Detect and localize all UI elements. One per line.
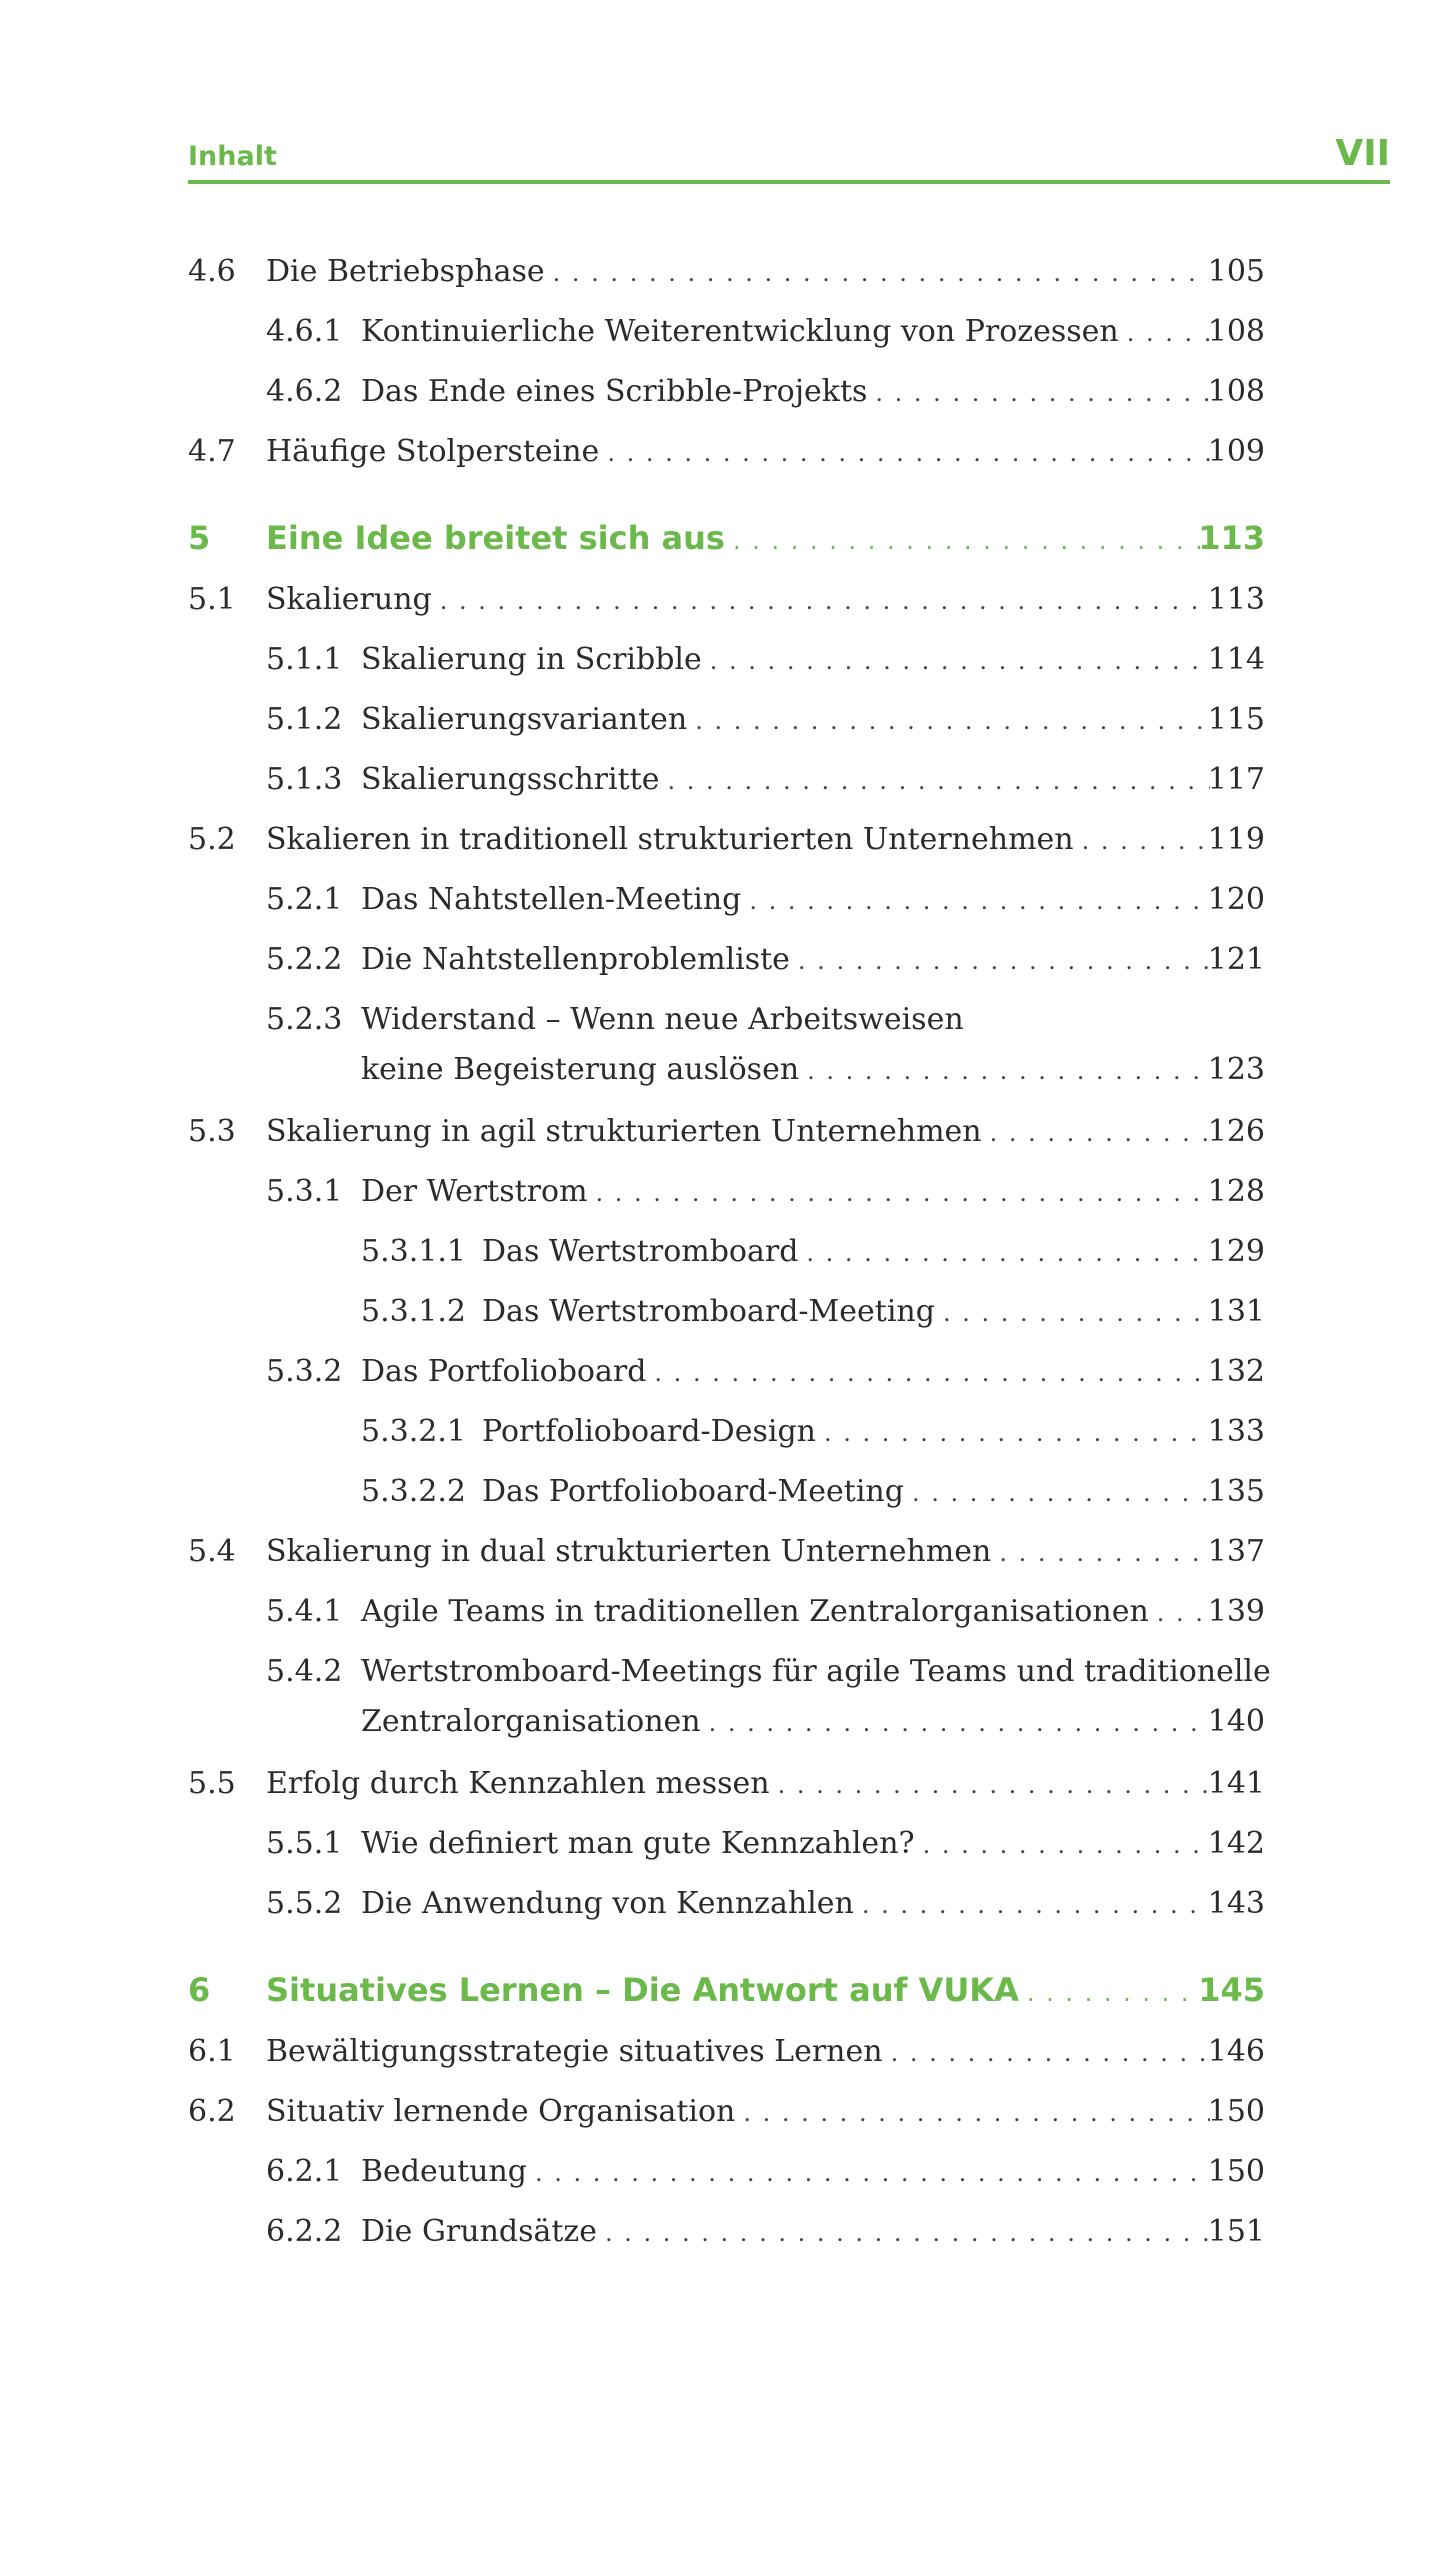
toc-entry-title: Situativ lernende Organisation xyxy=(266,2094,736,2129)
toc-entry-title: Bedeutung xyxy=(361,2154,527,2189)
toc-entry-page-number: 150 xyxy=(1207,2154,1265,2189)
toc-entry[interactable] xyxy=(0,640,1445,680)
toc-entry[interactable] xyxy=(0,1824,1445,1864)
toc-entry[interactable] xyxy=(0,580,1445,620)
toc-entry-title: Die Anwendung von Kennzahlen xyxy=(361,1886,854,1921)
toc-entry-page-number: 140 xyxy=(1207,1704,1265,1739)
toc-entry-page-number: 113 xyxy=(1198,519,1265,557)
toc-entry-page-number: 126 xyxy=(1207,1114,1265,1149)
toc-entry-page-number: 150 xyxy=(1207,2094,1265,2129)
toc-entry-number: 5.3.1.2 xyxy=(361,1294,466,1329)
toc-entry[interactable] xyxy=(0,1112,1445,1152)
toc-entry-number: 6.2.1 xyxy=(266,2154,343,2189)
toc-entry[interactable] xyxy=(0,1532,1445,1572)
toc-entry-title-wrap xyxy=(266,1112,1210,1153)
dot-leader xyxy=(596,1173,1210,1213)
toc-entry-title-line1: Widerstand – Wenn neue Arbeitsweisen xyxy=(361,1002,964,1037)
dot-leader xyxy=(440,581,1210,621)
toc-entry-page-number: 133 xyxy=(1207,1414,1265,1449)
toc-entry-number: 6.2 xyxy=(188,2094,236,2129)
toc-entry-title-wrap xyxy=(266,2092,1210,2133)
dot-leader xyxy=(990,1113,1210,1153)
toc-entry-title-wrap xyxy=(266,820,1210,861)
toc-entry-title: Die Betriebsphase xyxy=(266,254,545,289)
toc-entry-title: Skalierungsschritte xyxy=(361,762,660,797)
toc-entry-title-wrap xyxy=(361,372,1210,413)
dot-leader xyxy=(798,941,1210,981)
toc-entry-number: 6 xyxy=(188,1971,211,2009)
toc-entry-number: 5.3 xyxy=(188,1114,236,1149)
toc-entry-title: Das Nahtstellen-Meeting xyxy=(361,882,742,917)
toc-entry-page-number: 143 xyxy=(1207,1886,1265,1921)
dot-leader xyxy=(749,881,1210,921)
toc-entry-title-line1: Wertstromboard-Meetings für agile Teams und traditionelle xyxy=(361,1654,1271,1689)
toc-entry[interactable] xyxy=(0,1172,1445,1212)
toc-entry-title-wrap xyxy=(482,1412,1210,1453)
toc-entry-number: 5.1.1 xyxy=(266,642,343,677)
toc-entry-title-wrap xyxy=(361,880,1210,921)
toc-entry-page-number: 132 xyxy=(1207,1354,1265,1389)
toc-entry-title-wrap xyxy=(361,1824,1210,1865)
dot-leader xyxy=(875,373,1210,413)
toc-entry-title: Erfolg durch Kennzahlen messen xyxy=(266,1766,770,1801)
toc-entry-number: 4.6.1 xyxy=(266,314,343,349)
toc-entry-page-number: 137 xyxy=(1207,1534,1265,1569)
dot-leader xyxy=(654,1353,1210,1393)
toc-entry-page-number: 108 xyxy=(1207,314,1265,349)
toc-entry-title: keine Begeisterung auslösen xyxy=(361,1052,800,1087)
toc-entry[interactable] xyxy=(0,252,1445,292)
toc-entry-title-wrap xyxy=(361,1172,1210,1213)
toc-entry-title: Eine Idee breitet sich aus xyxy=(266,519,725,557)
toc-entry-title: Bewältigungsstrategie situatives Lernen xyxy=(266,2034,883,2069)
toc-entry-title: Das Portfolioboard-Meeting xyxy=(482,1474,904,1509)
toc-entry-page-number: 108 xyxy=(1207,374,1265,409)
toc-entry-number: 5.5.2 xyxy=(266,1886,343,1921)
toc-entry[interactable] xyxy=(0,1592,1445,1632)
toc-entry-page-number: 151 xyxy=(1207,2214,1265,2249)
toc-entry[interactable] xyxy=(0,820,1445,860)
dot-leader xyxy=(667,761,1210,801)
toc-entry-title-wrap xyxy=(361,1702,1210,1743)
dot-leader xyxy=(806,1233,1210,1273)
toc-entry-title: Skalierung in agil strukturierten Unternehmen xyxy=(266,1114,982,1149)
toc-entry[interactable] xyxy=(0,1884,1445,1924)
toc-entry-title: Das Wertstromboard-Meeting xyxy=(482,1294,935,1329)
toc-entry-title-wrap xyxy=(361,2212,1210,2253)
toc-entry-number: 6.1 xyxy=(188,2034,236,2069)
dot-leader xyxy=(891,2033,1210,2073)
toc-entry[interactable] xyxy=(0,940,1445,980)
toc-entry-title: Die Grundsätze xyxy=(361,2214,597,2249)
toc-entry-page-number: 129 xyxy=(1207,1234,1265,1269)
toc-entry-page-number: 117 xyxy=(1207,762,1265,797)
toc-entry-title: Zentralorganisationen xyxy=(361,1704,701,1739)
toc-entry-title-wrap xyxy=(361,700,1210,741)
dot-leader xyxy=(824,1413,1210,1453)
toc-entry-title-wrap xyxy=(266,432,1210,473)
toc-entry-title: Das Wertstromboard xyxy=(482,1234,799,1269)
toc-entry-title-wrap xyxy=(361,940,1210,981)
toc-entry-number: 5.2.1 xyxy=(266,882,343,917)
dot-leader xyxy=(912,1473,1210,1513)
toc-entry-title-wrap xyxy=(361,1592,1210,1633)
toc-entry[interactable] xyxy=(0,432,1445,472)
toc-entry[interactable] xyxy=(0,1764,1445,1804)
toc-entry-title-wrap xyxy=(482,1292,1210,1333)
toc-entry-title: Kontinuierliche Weiterentwicklung von Prozessen xyxy=(361,314,1119,349)
toc-entry-page-number: 142 xyxy=(1207,1826,1265,1861)
dot-leader xyxy=(862,1885,1210,1925)
toc-entry-page-number: 105 xyxy=(1207,254,1265,289)
toc-entry-page-number: 135 xyxy=(1207,1474,1265,1509)
toc-entry-page-number: 139 xyxy=(1207,1594,1265,1629)
dot-leader xyxy=(553,253,1210,293)
toc-entry-page-number: 146 xyxy=(1207,2034,1265,2069)
toc-chapter-entry[interactable] xyxy=(0,1970,1445,2010)
toc-entry-title-wrap xyxy=(482,1232,1210,1273)
toc-entry-title-wrap xyxy=(266,252,1210,293)
toc-entry-page-number: 123 xyxy=(1207,1052,1265,1087)
toc-entry[interactable] xyxy=(0,312,1445,352)
toc-entry-number: 5.2.3 xyxy=(266,1002,343,1037)
toc-entry-title: Der Wertstrom xyxy=(361,1174,588,1209)
toc-entry-number: 5.5 xyxy=(188,1766,236,1801)
toc-entry-number: 4.7 xyxy=(188,434,236,469)
toc-entry-number: 5.3.2 xyxy=(266,1354,343,1389)
toc-entry-title-wrap xyxy=(266,580,1210,621)
dot-leader xyxy=(1157,1593,1210,1633)
toc-entry-title: Häufige Stolpersteine xyxy=(266,434,600,469)
toc-entry-number: 5.4 xyxy=(188,1534,236,1569)
toc-entry-page-number: 113 xyxy=(1207,582,1265,617)
toc-entry-page-number: 114 xyxy=(1207,642,1265,677)
dot-leader xyxy=(709,1703,1210,1743)
toc-entry-number: 5.5.1 xyxy=(266,1826,343,1861)
toc-entry-page-number: 121 xyxy=(1207,942,1265,977)
toc-entry[interactable] xyxy=(0,1412,1445,1452)
toc-entry-title: Skalieren in traditionell strukturierten Unternehmen xyxy=(266,822,1074,857)
toc-entry[interactable] xyxy=(0,700,1445,740)
toc-entry-title: Das Portfolioboard xyxy=(361,1354,647,1389)
dot-leader xyxy=(778,1765,1210,1805)
toc-entry[interactable] xyxy=(0,1232,1445,1272)
toc-entry-title: Skalierungsvarianten xyxy=(361,702,688,737)
toc-entry-number: 5.2 xyxy=(188,822,236,857)
toc-entry-title-wrap xyxy=(266,518,1210,561)
dot-leader xyxy=(999,1533,1210,1573)
toc-entry[interactable] xyxy=(0,1000,1445,1087)
toc-entry-title: Skalierung xyxy=(266,582,432,617)
toc-entry[interactable] xyxy=(0,1352,1445,1392)
toc-entry-number: 5 xyxy=(188,519,211,557)
dot-leader xyxy=(695,701,1210,741)
toc-entry-title-wrap xyxy=(482,1472,1210,1513)
toc-entry[interactable] xyxy=(0,760,1445,800)
toc-entry-title-wrap xyxy=(361,1352,1210,1393)
toc-entry-number: 5.3.2.2 xyxy=(361,1474,466,1509)
dot-leader xyxy=(733,521,1210,561)
toc-entry-page-number: 128 xyxy=(1207,1174,1265,1209)
toc-entry-number: 5.1 xyxy=(188,582,236,617)
toc-entry-title: Portfolioboard-Design xyxy=(482,1414,816,1449)
toc-entry-page-number: 141 xyxy=(1207,1766,1265,1801)
dot-leader xyxy=(605,2213,1210,2253)
toc-entry-page-number: 115 xyxy=(1207,702,1265,737)
toc-entry-title-wrap xyxy=(361,1884,1210,1925)
toc-entry-number: 5.4.2 xyxy=(266,1654,343,1689)
toc-entry-title-wrap xyxy=(266,1970,1210,2013)
toc-entry-page-number: 120 xyxy=(1207,882,1265,917)
running-head-section: Inhalt xyxy=(188,141,277,172)
running-head-page-number: VII xyxy=(1335,133,1390,174)
toc-entry-page-number: 145 xyxy=(1198,1971,1265,2009)
toc-entry[interactable] xyxy=(0,1292,1445,1332)
toc-entry-title-wrap xyxy=(361,312,1210,353)
toc-chapter-entry[interactable] xyxy=(0,518,1445,558)
dot-leader xyxy=(1127,313,1210,353)
toc-entry-title-wrap xyxy=(361,640,1210,681)
toc-entry[interactable] xyxy=(0,372,1445,412)
toc-entry-title-wrap xyxy=(266,1764,1210,1805)
toc-entry-title: Situatives Lernen – Die Antwort auf VUKA xyxy=(266,1971,1019,2009)
toc-entry-number: 5.3.1 xyxy=(266,1174,343,1209)
dot-leader xyxy=(607,433,1210,473)
toc-entry-title-wrap xyxy=(361,760,1210,801)
toc-entry-title-wrap xyxy=(361,1050,1210,1091)
toc-entry-number: 5.2.2 xyxy=(266,942,343,977)
toc-entry-title-wrap xyxy=(266,2032,1210,2073)
toc-entry-title-wrap xyxy=(266,1532,1210,1573)
toc-entry-title: Die Nahtstellenproblemliste xyxy=(361,942,790,977)
toc-entry-title: Wie definiert man gute Kennzahlen? xyxy=(361,1826,915,1861)
toc-entry[interactable] xyxy=(0,880,1445,920)
toc-entry-number: 4.6.2 xyxy=(266,374,343,409)
toc-entry[interactable] xyxy=(0,1472,1445,1512)
toc-entry-title: Agile Teams in traditionellen Zentralorganisationen xyxy=(361,1594,1149,1629)
dot-leader xyxy=(743,2093,1210,2133)
toc-entry-number: 5.3.2.1 xyxy=(361,1414,466,1449)
toc-entry-page-number: 131 xyxy=(1207,1294,1265,1329)
toc-entry-title: Das Ende eines Scribble-Projekts xyxy=(361,374,868,409)
toc-entry-number: 4.6 xyxy=(188,254,236,289)
toc-entry-number: 5.1.2 xyxy=(266,702,343,737)
toc-entry[interactable] xyxy=(0,2152,1445,2192)
dot-leader xyxy=(807,1051,1210,1091)
toc-entry-page-number: 109 xyxy=(1207,434,1265,469)
toc-entry[interactable] xyxy=(0,2092,1445,2132)
toc-entry-number: 5.4.1 xyxy=(266,1594,343,1629)
dot-leader xyxy=(535,2153,1210,2193)
toc-entry-number: 6.2.2 xyxy=(266,2214,343,2249)
toc-entry[interactable] xyxy=(0,2212,1445,2252)
dot-leader xyxy=(1082,821,1210,861)
toc-entry[interactable] xyxy=(0,1652,1445,1739)
dot-leader xyxy=(923,1825,1210,1865)
toc-entry-page-number: 119 xyxy=(1207,822,1265,857)
toc-entry-title: Skalierung in dual strukturierten Unternehmen xyxy=(266,1534,992,1569)
dot-leader xyxy=(710,641,1210,681)
dot-leader xyxy=(943,1293,1210,1333)
toc-entry-number: 5.1.3 xyxy=(266,762,343,797)
toc-entry-title: Skalierung in Scribble xyxy=(361,642,702,677)
toc-entry-title-wrap xyxy=(361,2152,1210,2193)
toc-entry-number: 5.3.1.1 xyxy=(361,1234,466,1269)
dot-leader xyxy=(1027,1973,1210,2013)
toc-entry[interactable] xyxy=(0,2032,1445,2072)
